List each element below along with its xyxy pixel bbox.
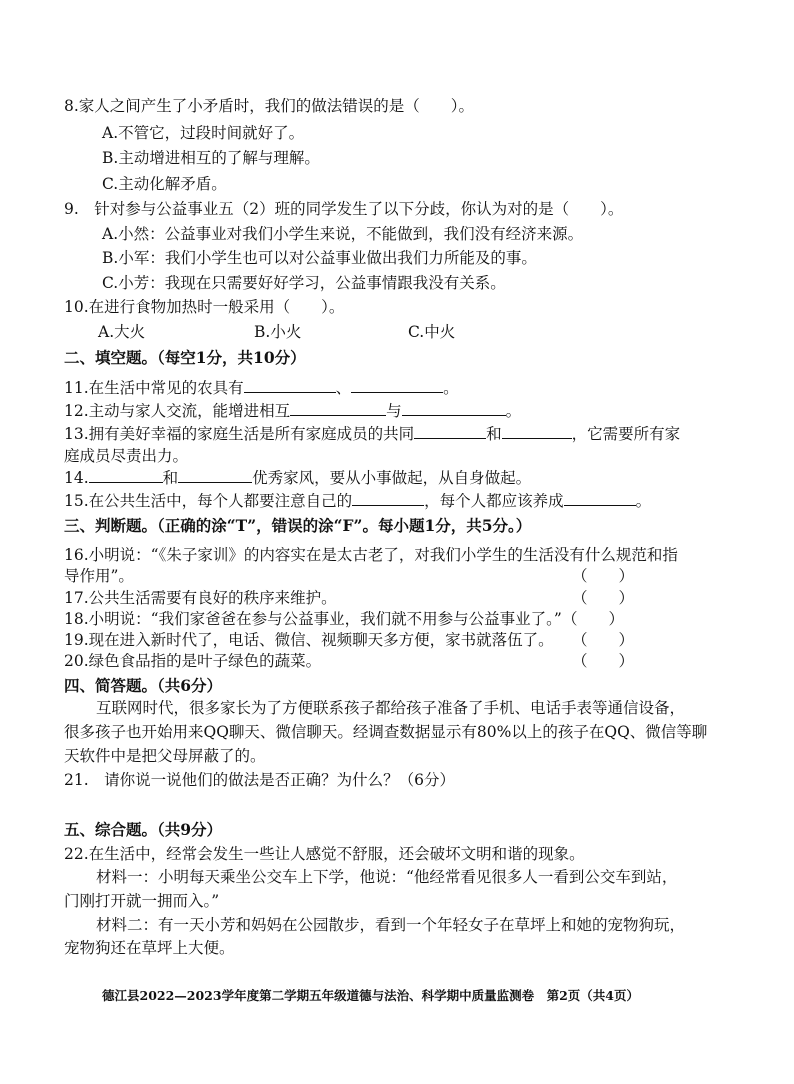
q9-option-a: A.小然：公益事业对我们小学生来说，不能做到，我们没有经济来源。 [102,225,584,243]
q16-answer-paren[interactable]: （ ） [572,567,635,585]
q11-text-3: 。 [443,379,459,397]
section-4-title: 四、简答题。（共6分） [64,676,223,695]
q15 [64,490,651,511]
q13-blank-1[interactable] [414,423,486,439]
q13-text-1: 13.拥有美好幸福的家庭生活是所有家庭成员的共同 [64,425,415,443]
q10-option-b: B.小火 [254,323,302,341]
q12-blank-2[interactable] [402,400,506,416]
section-2-title: 二、填空题。（每空1分，共10分） [64,348,306,367]
q15-blank-2[interactable] [564,490,636,506]
q10-option-a: A.大火 [98,323,146,341]
q16-line-2: 导作用”。 [64,567,134,585]
q14-blank-2[interactable] [178,467,252,483]
q15-text-1: 15.在公共生活中，每个人都要注意自己的 [64,492,353,510]
q13-line-1 [64,423,680,444]
passage-line-2: 很多孩子也开始用来QQ聊天、微信聊天。经调查数据显示有80%以上的孩子在QQ、微信等聊 [64,723,708,741]
q8-stem: 8.家人之间产生了小矛盾时，我们的做法错误的是（ ）。 [64,97,475,115]
q22-material-2-line-1: 材料二：有一天小芳和妈妈在公园散步，看到一个年轻女子在草坪上和她的宠物狗玩， [96,916,686,934]
q13-text-3: ，它需要所有家 [571,425,681,443]
q12-text-2: 与 [386,402,402,420]
section-3-title: 三、判断题。（正确的涂“T”，错误的涂“F”。每小题1分，共5分。） [64,516,532,535]
q11-blank-2[interactable] [351,377,443,393]
q14-text-1: 14. [64,469,89,487]
q14-blank-1[interactable] [89,467,163,483]
q22-material-1-line-2: 门刚打开就一拥而入。” [64,892,220,910]
q15-text-2: ，每个人都应该养成 [424,492,564,510]
q20-text: 20.绿色食品指的是叶子绿色的蔬菜。 [64,652,322,670]
q20-answer-paren[interactable]: （ ） [572,652,635,670]
q11-text-2: 、 [335,379,352,397]
q14-text-2: 和 [162,469,179,487]
q17-text: 17.公共生活需要有良好的秩序来维护。 [64,589,337,607]
q22-material-2-line-2: 宠物狗还在草坪上大便。 [64,939,235,957]
q14-text-3: 优秀家风，要从小事做起，从自身做起。 [252,469,532,487]
q11 [64,377,459,398]
q8-option-b: B.主动增进相互的了解与理解。 [102,149,320,167]
q12 [64,400,521,421]
q10-option-c: C.中火 [408,323,456,341]
q22-intro: 22.在生活中，经常会发生一些让人感觉不舒服，还会破坏文明和谐的现象。 [64,845,585,863]
q21-text: 21. 请你说一说他们的做法是否正确？为什么？（6分） [64,771,456,789]
q17-answer-paren[interactable]: （ ） [572,589,635,607]
q12-text-1: 12.主动与家人交流，能增进相互 [64,402,291,420]
section-5-title: 五、综合题。（共9分） [64,820,223,839]
q13-line-2: 庭成员尽责出力。 [64,447,189,465]
q11-blank-1[interactable] [244,377,336,393]
q14 [64,467,531,488]
q18-answer-paren[interactable]: （ ） [562,610,625,628]
q13-text-2: 和 [486,425,502,443]
passage-line-1: 互联网时代，很多家长为了方便联系孩子都给孩子准备了手机、电话手表等通信设备， [96,699,686,717]
page-footer: 德江县2022—2023学年度第二学期五年级道德与法治、科学期中质量监测卷 第2页（共4页） [102,988,639,1003]
q15-text-3: 。 [635,492,652,510]
q10-stem: 10.在进行食物加热时一般采用（ ）。 [64,298,345,316]
q8-option-c: C.主动化解矛盾。 [102,175,227,193]
q15-blank-1[interactable] [352,490,424,506]
q19-text: 19.现在进入新时代了，电话、微信、视频聊天多方便，家书就落伍了。 [64,631,554,649]
q12-text-3: 。 [505,402,522,420]
q13-blank-2[interactable] [502,423,572,439]
q12-blank-1[interactable] [290,400,386,416]
q9-stem: 9. 针对参与公益事业五（2）班的同学发生了以下分歧，你认为对的是（ ）。 [64,200,624,218]
q8-option-a: A.不管它，过段时间就好了。 [102,124,305,142]
q22-material-1-line-1: 材料一：小明每天乘坐公交车上下学，他说：“他经常看见很多人一看到公交车到站， [96,868,678,886]
q19-answer-paren[interactable]: （ ） [572,631,635,649]
passage-line-3: 天软件中是把父母屏蔽了的。 [64,747,266,765]
q9-option-c: C.小芳：我现在只需要好好学习，公益事情跟我没有关系。 [102,274,506,292]
q11-text-1: 11.在生活中常见的农具有 [64,379,244,397]
q18-text: 18.小明说：“我们家爸爸在参与公益事业，我们就不用参与公益事业了。” [64,610,562,628]
q16-line-1: 16.小明说：“《朱子家训》的内容实在是太古老了，对我们小学生的生活没有什么规范和指 [64,546,678,564]
q9-option-b: B.小军：我们小学生也可以对公益事业做出我们力所能及的事。 [102,249,537,267]
